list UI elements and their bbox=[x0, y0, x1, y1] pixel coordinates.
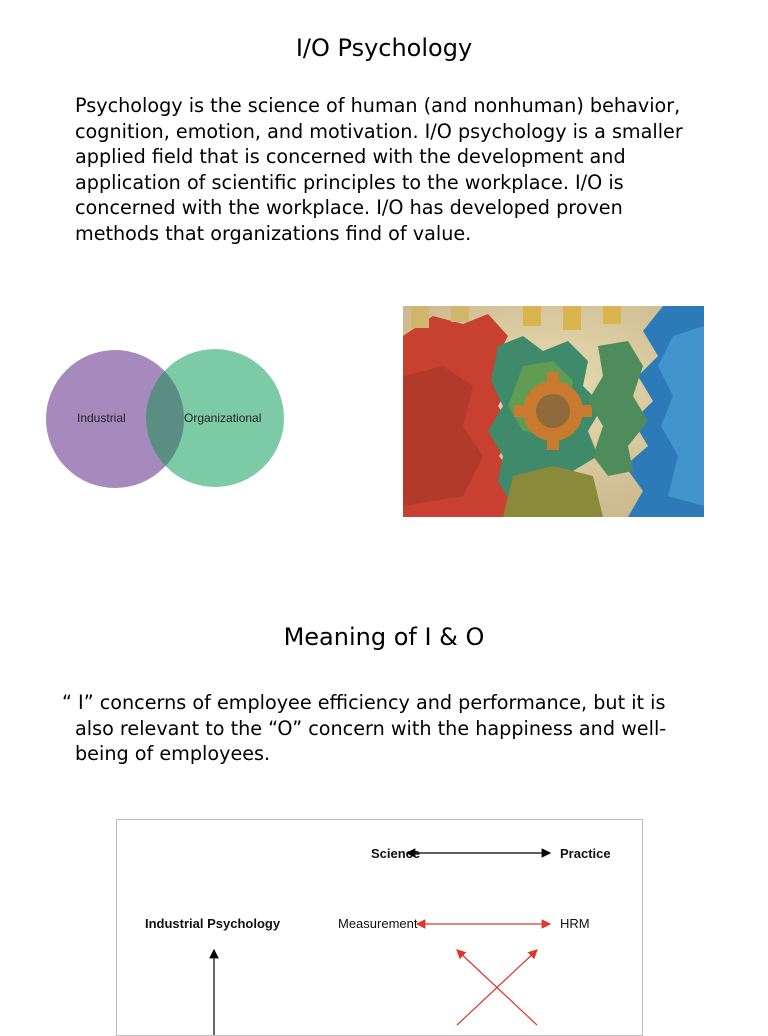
slide-title-meaning-of-i-and-o: Meaning of I & O bbox=[283, 623, 485, 651]
paragraph-line: being of employees. bbox=[75, 742, 271, 765]
label-science: Science bbox=[371, 846, 421, 861]
paragraph-line: applied field that is concerned with the development and bbox=[75, 145, 626, 168]
paragraph-line: methods that organizations find of value. bbox=[75, 221, 472, 245]
venn-diagram bbox=[46, 348, 286, 490]
intro-paragraph bbox=[75, 93, 735, 246]
paragraph-line: Psychology is the science of human (and nonhuman) behavior, bbox=[75, 94, 681, 117]
paragraph-line: “ I” concerns of employee efficiency and performance, but it is bbox=[62, 691, 666, 714]
label-industrial-psychology: Industrial Psychology bbox=[145, 916, 281, 931]
paragraph-line: also relevant to the “O” concern with the happiness and well- bbox=[75, 716, 667, 740]
slide-title-io-psychology: I/O Psychology bbox=[295, 34, 473, 62]
paragraph-line: cognition, emotion, and motivation. I/O psychology is a smaller bbox=[75, 119, 683, 143]
paragraph-line: application of scientific principles to the workplace. I/O is bbox=[75, 170, 624, 194]
label-hrm: HRM bbox=[560, 916, 590, 931]
gears-heads-image bbox=[403, 306, 704, 517]
gears-heads-illustration bbox=[403, 306, 704, 517]
paragraph-line: concerned with the workplace. I/O has developed proven bbox=[75, 196, 623, 219]
label-measurement: Measurement bbox=[338, 916, 418, 931]
venn-label-organizational: Organizational bbox=[184, 411, 262, 425]
meaning-paragraph bbox=[62, 690, 742, 767]
venn-label-industrial: Industrial bbox=[77, 411, 126, 425]
science-practice-diagram bbox=[116, 819, 643, 1036]
label-practice: Practice bbox=[560, 846, 611, 861]
